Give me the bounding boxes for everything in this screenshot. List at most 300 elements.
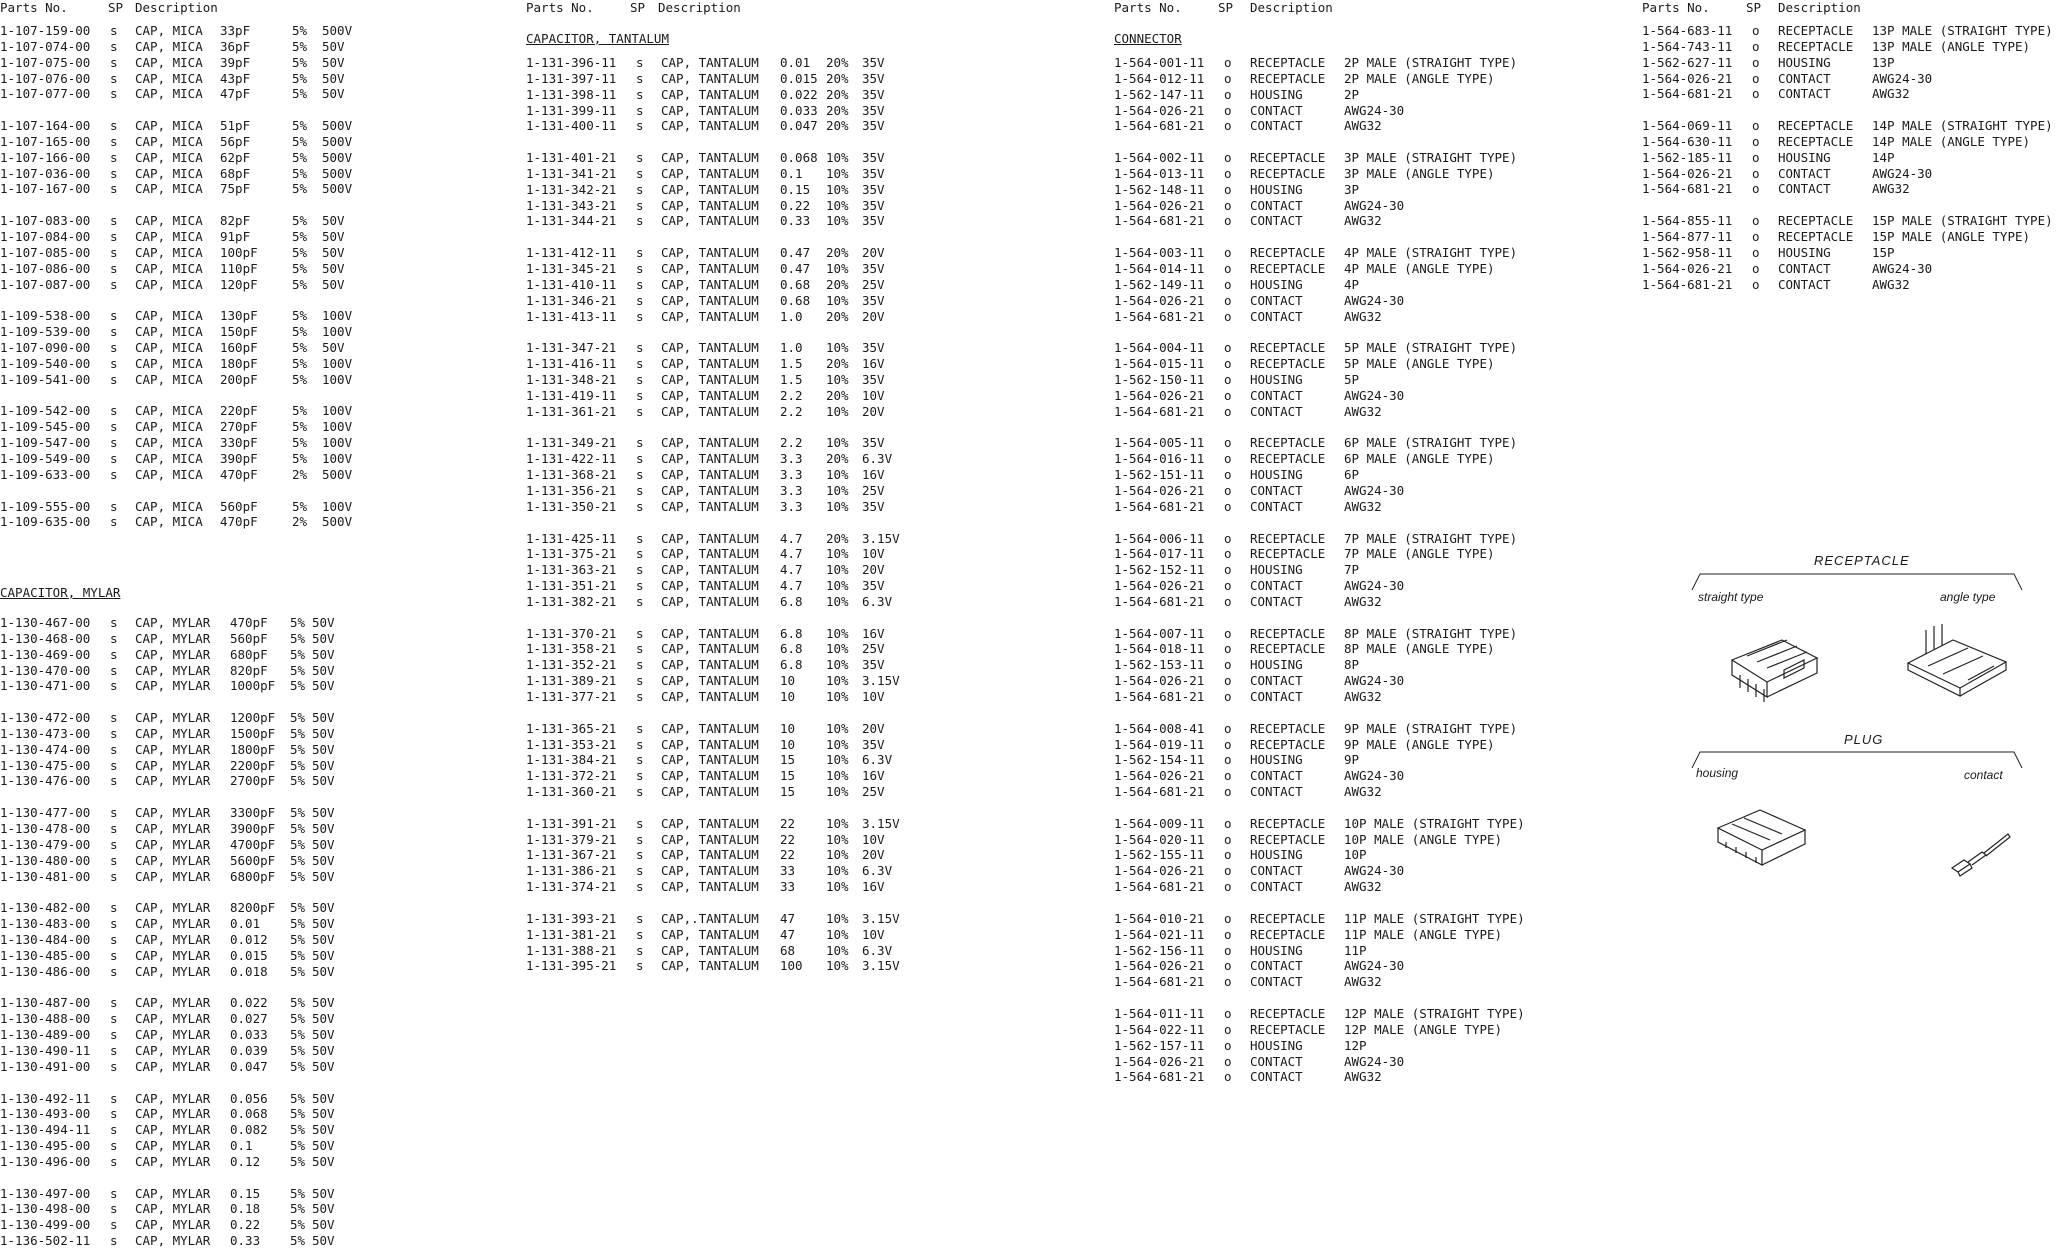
- part-value: 820pF: [230, 662, 268, 678]
- part-value: 2.2: [780, 435, 803, 451]
- part-type: CAP, TANTALUM: [661, 752, 759, 768]
- part-type: CAP, TANTALUM: [661, 578, 759, 594]
- part-type: CAP, TANTALUM: [661, 356, 759, 372]
- part-number: 1-131-382-21: [526, 593, 617, 609]
- sp-code: s: [110, 1027, 118, 1043]
- sp-code: s: [110, 868, 118, 884]
- part-type: CAP, TANTALUM: [661, 562, 759, 578]
- part-type: CAP, TANTALUM: [661, 150, 759, 166]
- part-value: 1.5: [780, 356, 803, 372]
- tolerance: 10%: [826, 340, 849, 356]
- part-value: 10: [780, 736, 796, 752]
- voltage: 50V: [322, 339, 345, 355]
- part-type: CAP, MYLAR: [135, 900, 211, 916]
- voltage: 50V: [312, 678, 335, 694]
- voltage: 50V: [312, 1185, 335, 1201]
- part-number: 1-564-681-21: [1642, 181, 1733, 197]
- tolerance: 10%: [826, 784, 849, 800]
- sp-code: o: [1752, 229, 1760, 245]
- part-number: 1-131-401-21: [526, 150, 617, 166]
- part-type: CAP, TANTALUM: [661, 261, 759, 277]
- part-type: HOUSING: [1250, 847, 1303, 863]
- tolerance: 5%: [292, 339, 308, 355]
- tolerance: 5%: [290, 868, 306, 884]
- part-type: CAP, MYLAR: [135, 821, 211, 837]
- sp-code: s: [636, 213, 644, 229]
- part-type: CAP, TANTALUM: [661, 625, 759, 641]
- column-4: [1642, 0, 2060, 1248]
- part-type: CAP, MICA: [135, 54, 203, 70]
- tolerance: 5%: [292, 181, 308, 197]
- header-sp: SP: [1746, 0, 1762, 15]
- tolerance: 5%: [290, 1058, 306, 1074]
- sp-code: o: [1224, 720, 1232, 736]
- voltage: 3.15V: [862, 673, 900, 689]
- part-type: CAP, MYLAR: [135, 868, 211, 884]
- tolerance: 5%: [292, 165, 308, 181]
- sp-code: s: [636, 165, 644, 181]
- part-number: 1-564-681-21: [1114, 1069, 1205, 1085]
- part-number: 1-564-683-11: [1642, 23, 1733, 38]
- part-value: 82pF: [220, 213, 251, 229]
- part-type: CAP, TANTALUM: [661, 245, 759, 261]
- part-value: AWG32: [1344, 974, 1382, 990]
- part-value: 4700pF: [230, 836, 276, 852]
- part-type: CONTACT: [1250, 688, 1303, 704]
- part-number: 1-131-353-21: [526, 736, 617, 752]
- sp-code: o: [1224, 831, 1232, 847]
- sp-code: s: [636, 403, 644, 419]
- part-value: 3900pF: [230, 821, 276, 837]
- part-type: HOUSING: [1250, 276, 1303, 292]
- receptacle-title: RECEPTACLE: [1814, 553, 1910, 568]
- part-type: RECEPTACLE: [1250, 261, 1326, 277]
- part-type: CAP, TANTALUM: [661, 308, 759, 324]
- part-value: AWG24-30: [1872, 70, 1933, 86]
- sp-code: s: [636, 688, 644, 704]
- part-value: 470pF: [220, 514, 258, 530]
- voltage: 50V: [312, 963, 335, 979]
- tolerance: 10%: [826, 926, 849, 942]
- part-number: 1-131-400-11: [526, 118, 617, 134]
- voltage: 100V: [322, 403, 353, 419]
- part-number: 1-564-010-21: [1114, 910, 1205, 926]
- part-number: 1-131-374-21: [526, 879, 617, 895]
- part-type: CAP, MYLAR: [135, 1106, 211, 1122]
- part-value: 12P MALE (STRAIGHT TYPE): [1344, 1006, 1525, 1021]
- part-type: CAP, MYLAR: [135, 741, 211, 757]
- part-number: 1-564-004-11: [1114, 340, 1205, 356]
- voltage: 50V: [312, 947, 335, 963]
- tolerance: 10%: [826, 403, 849, 419]
- tolerance: 10%: [826, 752, 849, 768]
- part-number: 1-131-381-21: [526, 926, 617, 942]
- part-value: 5P: [1344, 371, 1360, 387]
- part-number: 1-564-877-11: [1642, 229, 1733, 245]
- part-type: CAP, MYLAR: [135, 725, 211, 741]
- part-value: 12P MALE (ANGLE TYPE): [1344, 1021, 1503, 1037]
- tolerance: 5%: [290, 1106, 306, 1122]
- voltage: 500V: [322, 118, 353, 134]
- part-number: 1-564-069-11: [1642, 118, 1733, 134]
- part-number: 1-109-538-00: [0, 308, 91, 324]
- header-description: Description: [135, 0, 218, 15]
- part-type: CAP, MICA: [135, 276, 203, 292]
- voltage: 35V: [862, 181, 885, 197]
- sp-code: o: [1224, 165, 1232, 181]
- sp-code: s: [636, 958, 644, 974]
- voltage: 35V: [862, 70, 885, 86]
- part-number: 1-131-360-21: [526, 784, 617, 800]
- part-type: RECEPTACLE: [1250, 340, 1326, 356]
- sp-code: s: [636, 482, 644, 498]
- part-type: CAP, MICA: [135, 23, 203, 38]
- sp-code: s: [636, 736, 644, 752]
- part-number: 1-130-496-00: [0, 1153, 91, 1169]
- sp-code: o: [1224, 340, 1232, 356]
- tolerance: 5%: [292, 244, 308, 260]
- tolerance: 10%: [826, 482, 849, 498]
- sp-code: o: [1752, 23, 1760, 38]
- part-value: 15P MALE (STRAIGHT TYPE): [1872, 213, 2053, 229]
- part-number: 1-109-542-00: [0, 403, 91, 419]
- part-type: CONTACT: [1250, 1069, 1303, 1085]
- part-type: RECEPTACLE: [1250, 910, 1326, 926]
- sp-code: s: [110, 355, 118, 371]
- part-number: 1-564-026-21: [1114, 578, 1205, 594]
- part-value: 14P: [1872, 149, 1895, 165]
- part-type: CAP, MYLAR: [135, 931, 211, 947]
- tolerance: 5%: [290, 852, 306, 868]
- sp-code: o: [1224, 736, 1232, 752]
- part-number: 1-564-014-11: [1114, 261, 1205, 277]
- part-type: CONTACT: [1778, 260, 1831, 276]
- part-value: 10P MALE (STRAIGHT TYPE): [1344, 815, 1525, 831]
- sp-code: s: [110, 165, 118, 181]
- part-value: 2200pF: [230, 757, 276, 773]
- part-value: 47: [780, 910, 796, 926]
- part-number: 1-564-026-21: [1642, 165, 1733, 181]
- part-type: RECEPTACLE: [1778, 118, 1854, 134]
- part-number: 1-564-026-21: [1114, 387, 1205, 403]
- part-number: 1-107-076-00: [0, 70, 91, 86]
- housing-label: housing: [1696, 766, 1739, 780]
- part-value: 3300pF: [230, 805, 276, 821]
- part-number: 1-564-026-21: [1114, 102, 1205, 118]
- tolerance: 5%: [290, 1185, 306, 1201]
- voltage: 50V: [312, 1233, 335, 1249]
- voltage: 50V: [312, 1027, 335, 1043]
- voltage: 35V: [862, 435, 885, 451]
- part-type: CONTACT: [1250, 482, 1303, 498]
- part-value: 6P MALE (ANGLE TYPE): [1344, 451, 1495, 467]
- part-type: CAP, MYLAR: [135, 1058, 211, 1074]
- part-type: RECEPTACLE: [1250, 736, 1326, 752]
- sp-code: s: [110, 1233, 118, 1249]
- header-description: Description: [1250, 0, 1333, 15]
- voltage: 50V: [312, 615, 335, 630]
- part-value: 4.7: [780, 562, 803, 578]
- part-value: 0.022: [780, 86, 818, 102]
- sp-code: s: [636, 451, 644, 467]
- sp-code: s: [636, 261, 644, 277]
- sp-code: s: [636, 118, 644, 134]
- part-number: 1-564-006-11: [1114, 530, 1205, 546]
- part-number: 1-562-155-11: [1114, 847, 1205, 863]
- part-value: AWG32: [1344, 879, 1382, 895]
- angle-type-label: angle type: [1940, 590, 1996, 604]
- tolerance: 5%: [290, 963, 306, 979]
- part-value: 2P: [1344, 86, 1360, 102]
- voltage: 25V: [862, 276, 885, 292]
- part-value: 0.012: [230, 931, 268, 947]
- voltage: 500V: [322, 165, 353, 181]
- part-type: HOUSING: [1250, 752, 1303, 768]
- voltage: 16V: [862, 879, 885, 895]
- part-number: 1-131-356-21: [526, 482, 617, 498]
- part-type: CAP, TANTALUM: [661, 688, 759, 704]
- voltage: 50V: [322, 38, 345, 54]
- part-value: 0.015: [780, 70, 818, 86]
- part-value: AWG32: [1872, 86, 1910, 102]
- voltage: 10V: [862, 546, 885, 562]
- part-value: 10P: [1344, 847, 1367, 863]
- voltage: 3.15V: [862, 815, 900, 831]
- sp-code: o: [1224, 1037, 1232, 1053]
- tolerance: 10%: [826, 467, 849, 483]
- part-number: 1-130-476-00: [0, 773, 91, 789]
- contact-label: contact: [1964, 768, 2003, 782]
- part-number: 1-131-396-11: [526, 55, 617, 70]
- part-type: CAP, MYLAR: [135, 805, 211, 821]
- part-type: CAP, TANTALUM: [661, 942, 759, 958]
- tolerance: 10%: [826, 213, 849, 229]
- sp-code: s: [636, 387, 644, 403]
- column-2: [526, 0, 1046, 974]
- part-number: 1-107-087-00: [0, 276, 91, 292]
- sp-code: s: [110, 229, 118, 245]
- part-type: CAP, TANTALUM: [661, 958, 759, 974]
- sp-code: s: [110, 805, 118, 821]
- part-number: 1-562-151-11: [1114, 467, 1205, 483]
- part-number: 1-131-386-21: [526, 863, 617, 879]
- part-number: 1-564-855-11: [1642, 213, 1733, 229]
- sp-code: s: [636, 340, 644, 356]
- part-value: 8P MALE (ANGLE TYPE): [1344, 641, 1495, 657]
- voltage: 50V: [312, 868, 335, 884]
- voltage: 100V: [322, 419, 353, 435]
- voltage: 35V: [862, 86, 885, 102]
- part-type: CAP, MICA: [135, 38, 203, 54]
- part-value: 0.047: [230, 1058, 268, 1074]
- sp-code: s: [110, 1138, 118, 1154]
- part-value: 14P MALE (ANGLE TYPE): [1872, 133, 2031, 149]
- part-number: 1-564-012-11: [1114, 70, 1205, 86]
- part-type: HOUSING: [1250, 942, 1303, 958]
- part-number: 1-564-022-11: [1114, 1021, 1205, 1037]
- part-number: 1-564-016-11: [1114, 451, 1205, 467]
- part-type: CAP, MICA: [135, 244, 203, 260]
- voltage: 50V: [312, 630, 335, 646]
- part-type: HOUSING: [1250, 562, 1303, 578]
- part-type: CAP, MYLAR: [135, 757, 211, 773]
- voltage: 35V: [862, 165, 885, 181]
- tolerance: 5%: [290, 1042, 306, 1058]
- part-type: HOUSING: [1778, 149, 1831, 165]
- part-value: 7P MALE (ANGLE TYPE): [1344, 546, 1495, 562]
- part-number: 1-562-958-11: [1642, 244, 1733, 260]
- tolerance: 5%: [290, 1122, 306, 1138]
- part-value: 3P MALE (STRAIGHT TYPE): [1344, 150, 1518, 166]
- voltage: 50V: [322, 260, 345, 276]
- part-type: CAP, MICA: [135, 149, 203, 165]
- part-number: 1-107-086-00: [0, 260, 91, 276]
- sp-code: s: [110, 1153, 118, 1169]
- part-type: CAP, TANTALUM: [661, 403, 759, 419]
- part-value: 0.033: [230, 1027, 268, 1043]
- sp-code: o: [1224, 530, 1232, 546]
- part-value: 15: [780, 752, 796, 768]
- part-number: 1-131-348-21: [526, 371, 617, 387]
- sp-code: o: [1224, 356, 1232, 372]
- part-value: 0.18: [230, 1201, 261, 1217]
- tolerance: 5%: [290, 773, 306, 789]
- part-type: CONTACT: [1250, 1053, 1303, 1069]
- straight-type-label: straight type: [1698, 590, 1764, 604]
- part-type: RECEPTACLE: [1778, 133, 1854, 149]
- voltage: 16V: [862, 625, 885, 641]
- part-value: AWG32: [1872, 181, 1910, 197]
- part-type: CAP, TANTALUM: [661, 165, 759, 181]
- part-number: 1-130-489-00: [0, 1027, 91, 1043]
- voltage: 500V: [322, 181, 353, 197]
- part-number: 1-109-633-00: [0, 466, 91, 482]
- voltage: 6.3V: [862, 942, 893, 958]
- tolerance: 5%: [290, 916, 306, 932]
- voltage: 50V: [312, 931, 335, 947]
- part-value: 1.5: [780, 371, 803, 387]
- part-number: 1-130-490-11: [0, 1042, 91, 1058]
- part-type: CAP, MICA: [135, 181, 203, 197]
- sp-code: s: [110, 1201, 118, 1217]
- part-value: 6.8: [780, 625, 803, 641]
- sp-code: s: [110, 646, 118, 662]
- part-type: CAP, MICA: [135, 403, 203, 419]
- part-number: 1-130-486-00: [0, 963, 91, 979]
- tolerance: 5%: [292, 86, 308, 102]
- voltage: 3.15V: [862, 530, 900, 546]
- part-value: 4P MALE (STRAIGHT TYPE): [1344, 245, 1518, 261]
- column-header: [1114, 0, 1634, 16]
- part-value: 1500pF: [230, 725, 276, 741]
- voltage: 16V: [862, 768, 885, 784]
- sp-code: s: [110, 450, 118, 466]
- sp-code: o: [1224, 768, 1232, 784]
- voltage: 50V: [322, 276, 345, 292]
- part-value: 330pF: [220, 435, 258, 451]
- voltage: 6.3V: [862, 752, 893, 768]
- voltage: 20V: [862, 847, 885, 863]
- part-type: RECEPTACLE: [1778, 229, 1854, 245]
- part-type: CAP, MYLAR: [135, 1011, 211, 1027]
- voltage: 35V: [862, 657, 885, 673]
- tolerance: 5%: [290, 1217, 306, 1233]
- part-value: 15P: [1872, 244, 1895, 260]
- part-number: 1-130-495-00: [0, 1138, 91, 1154]
- part-number: 1-564-026-21: [1114, 1053, 1205, 1069]
- tolerance: 5%: [290, 662, 306, 678]
- part-number: 1-130-485-00: [0, 947, 91, 963]
- part-number: 1-107-165-00: [0, 133, 91, 149]
- part-number: 1-564-026-21: [1114, 482, 1205, 498]
- part-value: 33: [780, 863, 796, 879]
- part-type: CAP, MYLAR: [135, 916, 211, 932]
- part-number: 1-562-150-11: [1114, 371, 1205, 387]
- tolerance: 5%: [290, 725, 306, 741]
- sp-code: o: [1224, 958, 1232, 974]
- sp-code: s: [110, 757, 118, 773]
- part-number: 1-130-467-00: [0, 615, 91, 630]
- sp-code: s: [110, 70, 118, 86]
- part-number: 1-131-389-21: [526, 673, 617, 689]
- voltage: 10V: [862, 926, 885, 942]
- voltage: 50V: [312, 1217, 335, 1233]
- part-value: 0.1: [230, 1138, 253, 1154]
- part-type: HOUSING: [1250, 86, 1303, 102]
- part-number: 1-564-003-11: [1114, 245, 1205, 261]
- part-number: 1-564-026-21: [1114, 197, 1205, 213]
- tolerance: 10%: [826, 879, 849, 895]
- part-type: CAP, MYLAR: [135, 1153, 211, 1169]
- part-type: CAP, MICA: [135, 355, 203, 371]
- part-type: CONTACT: [1778, 181, 1831, 197]
- part-value: 0.068: [780, 150, 818, 166]
- part-value: 47pF: [220, 86, 251, 102]
- sp-code: o: [1752, 244, 1760, 260]
- voltage: 25V: [862, 784, 885, 800]
- part-value: AWG24-30: [1344, 958, 1405, 974]
- part-number: 1-130-473-00: [0, 725, 91, 741]
- tolerance: 5%: [290, 821, 306, 837]
- part-number: 1-564-013-11: [1114, 165, 1205, 181]
- tolerance: 10%: [826, 150, 849, 166]
- tolerance: 10%: [826, 197, 849, 213]
- part-type: CAP, MYLAR: [135, 1090, 211, 1106]
- sp-code: s: [636, 657, 644, 673]
- sp-code: o: [1224, 213, 1232, 229]
- voltage: 100V: [322, 355, 353, 371]
- part-number: 1-130-469-00: [0, 646, 91, 662]
- housing-image: [1710, 800, 1820, 880]
- sp-code: o: [1224, 815, 1232, 831]
- voltage: 35V: [862, 498, 885, 514]
- part-number: 1-130-471-00: [0, 678, 91, 694]
- sp-code: o: [1752, 213, 1760, 229]
- sp-code: o: [1224, 371, 1232, 387]
- part-number: 1-131-346-21: [526, 292, 617, 308]
- part-type: CAP, TANTALUM: [661, 55, 759, 70]
- part-value: 7P MALE (STRAIGHT TYPE): [1344, 530, 1518, 546]
- tolerance: 10%: [826, 578, 849, 594]
- part-value: 0.033: [780, 102, 818, 118]
- part-number: 1-564-681-21: [1114, 118, 1205, 134]
- part-value: 0.01: [230, 916, 261, 932]
- part-number: 1-109-549-00: [0, 450, 91, 466]
- part-number: 1-131-388-21: [526, 942, 617, 958]
- part-number: 1-131-363-21: [526, 562, 617, 578]
- part-value: 9P MALE (STRAIGHT TYPE): [1344, 720, 1518, 736]
- part-number: 1-131-344-21: [526, 213, 617, 229]
